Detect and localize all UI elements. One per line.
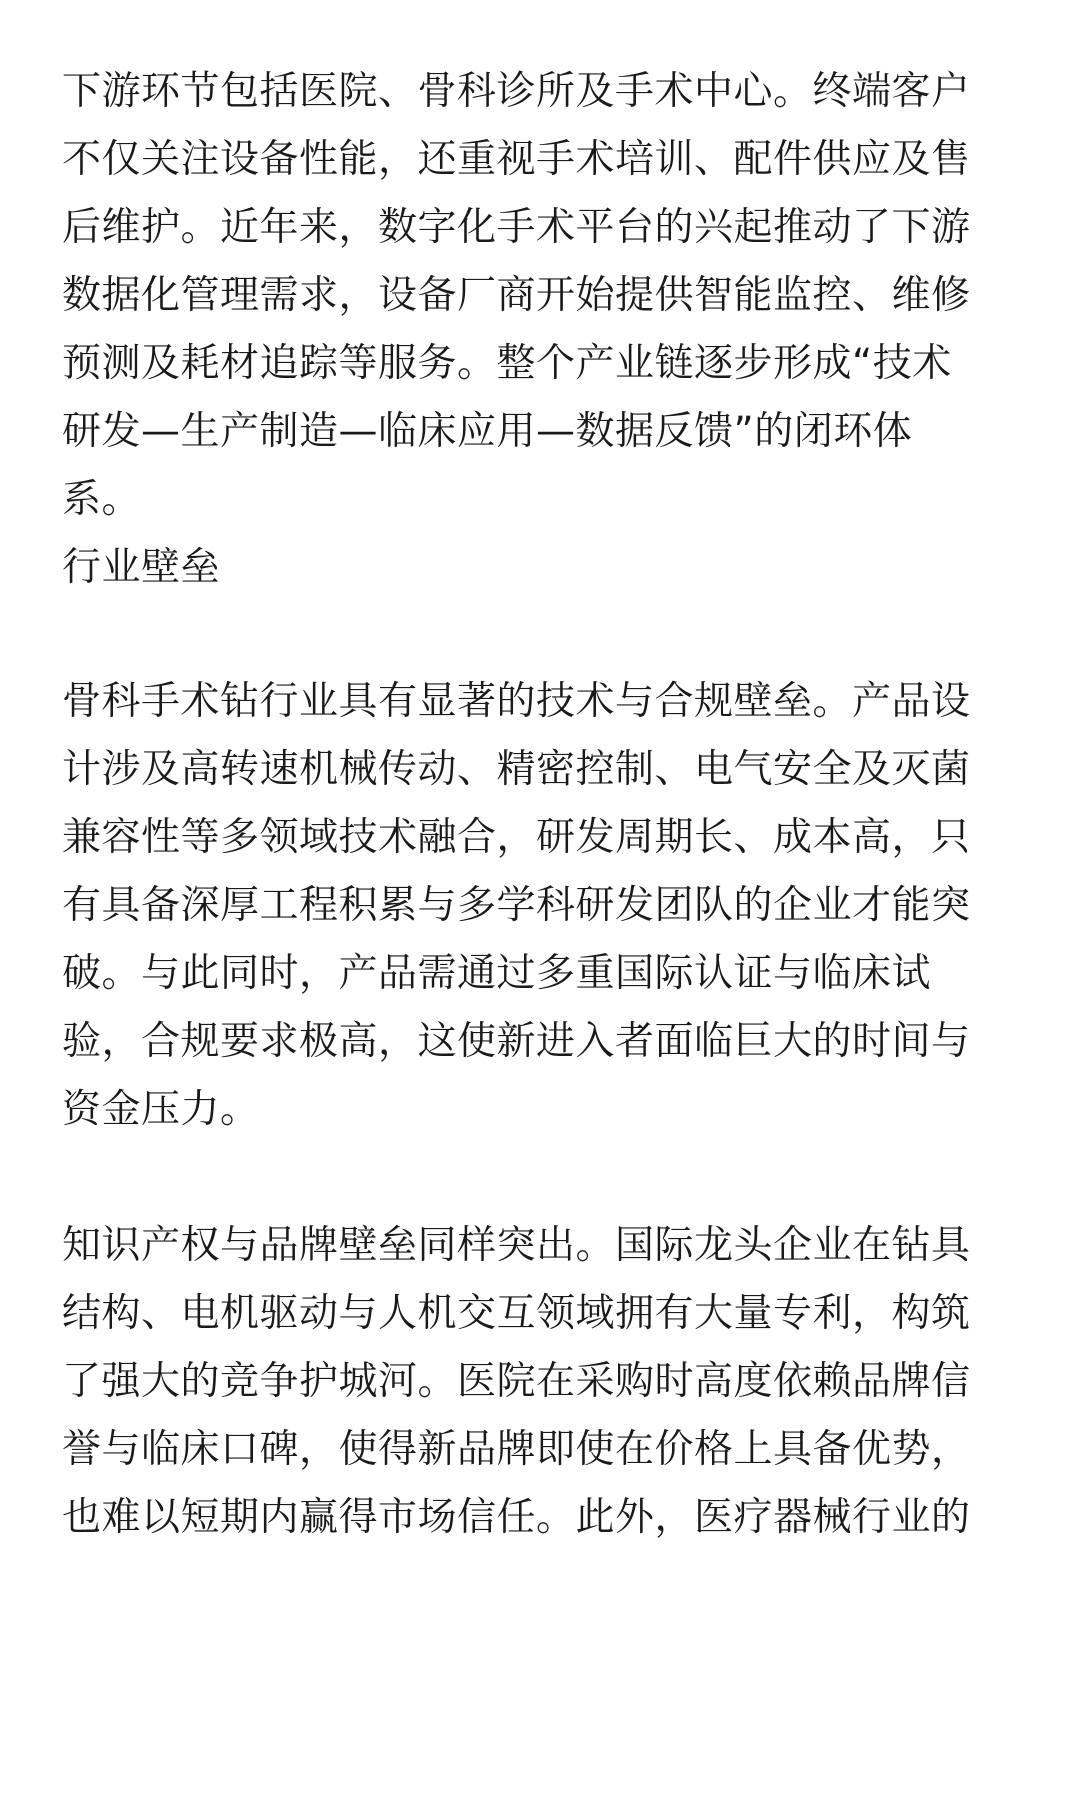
text-line: 系。	[62, 477, 142, 522]
text-line: 验，合规要求极高，这使新进入者面临巨大的时间与	[62, 1019, 971, 1064]
text-line: 了强大的竞争护城河。医院在采购时高度依赖品牌信	[62, 1359, 971, 1404]
text-line: 兼容性等多领域技术融合，研发周期长、成本高，只	[62, 815, 971, 860]
text-line: 知识产权与品牌壁垒同样突出。国际龙头企业在钻具	[62, 1223, 971, 1268]
text-line: 下游环节包括医院、骨科诊所及手术中心。终端客户	[62, 69, 971, 114]
article-body	[62, 58, 1022, 1552]
text-line: 骨科手术钻行业具有显著的技术与合规壁垒。产品设	[62, 679, 971, 724]
text-line: 研发—生产制造—临床应用—数据反馈”的闭环体	[62, 409, 913, 454]
section-heading: 行业壁垒	[62, 545, 221, 590]
text-line: 后维护。近年来，数字化手术平台的兴起推动了下游	[62, 205, 971, 250]
text-line: 计涉及高转速机械传动、精密控制、电气安全及灭菌	[62, 747, 971, 792]
text-line: 也难以短期内赢得市场信任。此外，医疗器械行业的	[62, 1495, 971, 1540]
text-line: 有具备深厚工程积累与多学科研发团队的企业才能突	[62, 883, 971, 928]
text-line: 不仅关注设备性能，还重视手术培训、配件供应及售	[62, 137, 971, 182]
text-line: 破。与此同时，产品需通过多重国际认证与临床试	[62, 951, 932, 996]
text-line: 预测及耗材追踪等服务。整个产业链逐步形成“技术	[62, 341, 952, 386]
text-line: 数据化管理需求，设备厂商开始提供智能监控、维修	[62, 273, 971, 318]
text-line: 资金压力。	[62, 1087, 260, 1132]
text-line: 誉与临床口碑，使得新品牌即使在价格上具备优势，	[62, 1427, 971, 1472]
paragraph-supply-chain	[62, 58, 1022, 534]
paragraph-tech-barriers	[62, 668, 1022, 1144]
paragraph-ip-brand-barriers	[62, 1212, 1022, 1552]
text-line: 结构、电机驱动与人机交互领域拥有大量专利，构筑	[62, 1291, 971, 1336]
